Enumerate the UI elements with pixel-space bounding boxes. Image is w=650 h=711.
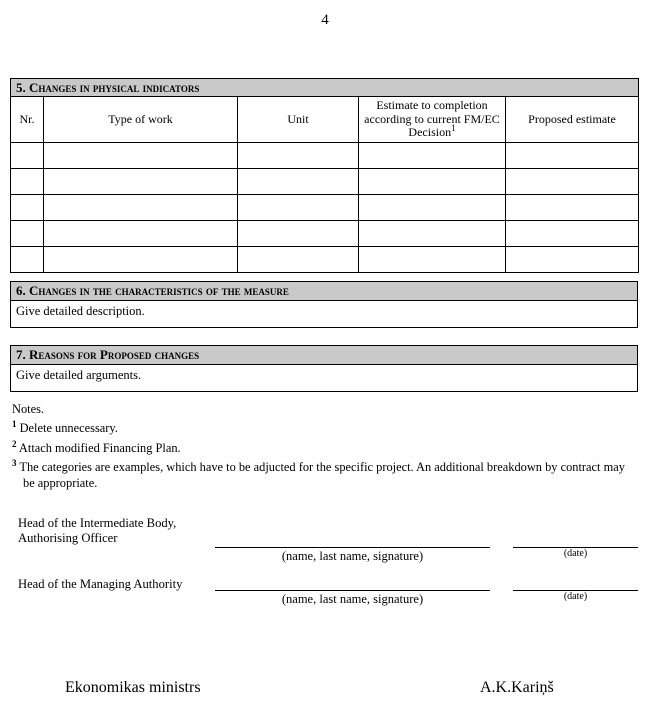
note-marker-3: 3 bbox=[12, 458, 17, 469]
table-row bbox=[11, 168, 639, 194]
signature-caption: (name, last name, signature) bbox=[281, 592, 424, 606]
table-cell[interactable] bbox=[359, 220, 506, 246]
table-cell[interactable] bbox=[44, 142, 238, 168]
note-marker-2: 2 bbox=[12, 438, 17, 449]
table-cell[interactable] bbox=[44, 168, 238, 194]
table-row bbox=[11, 194, 639, 220]
table-header-row bbox=[11, 97, 639, 143]
col-header-type-of-work: Type of work bbox=[44, 97, 238, 143]
table-cell[interactable] bbox=[506, 246, 639, 272]
table-cell[interactable] bbox=[11, 142, 44, 168]
note-text-1: Delete unnecessary. bbox=[19, 421, 118, 436]
signature-label-line2: Authorising Officer bbox=[18, 530, 118, 545]
date-caption: (date) bbox=[563, 548, 588, 559]
section6-body[interactable]: Give detailed description. bbox=[10, 301, 638, 328]
section5-header-row bbox=[11, 79, 639, 97]
notes-heading: Notes. bbox=[12, 402, 45, 416]
table-cell[interactable] bbox=[359, 142, 506, 168]
signature-label-intermediate-body bbox=[18, 516, 218, 545]
table-cell[interactable] bbox=[44, 194, 238, 220]
note-item-3 bbox=[12, 456, 632, 491]
minister-name: A.K.Kariņš bbox=[480, 679, 554, 696]
table-cell[interactable] bbox=[359, 246, 506, 272]
table-row bbox=[11, 246, 639, 272]
note-item-1 bbox=[12, 417, 632, 437]
table-cell[interactable] bbox=[44, 246, 238, 272]
minister-title: Ekonomikas ministrs bbox=[65, 679, 201, 696]
note-marker-1: 1 bbox=[12, 419, 17, 430]
col-header-nr: Nr. bbox=[11, 97, 44, 143]
signature-label-managing-authority bbox=[18, 577, 228, 592]
table-cell[interactable] bbox=[506, 142, 639, 168]
table-cell[interactable] bbox=[506, 168, 639, 194]
page-number: 4 bbox=[321, 12, 329, 28]
table-cell[interactable] bbox=[506, 194, 639, 220]
section7-body[interactable]: Give detailed arguments. bbox=[10, 365, 638, 392]
section6 bbox=[10, 281, 638, 328]
note-text-2: Attach modified Financing Plan. bbox=[18, 441, 181, 456]
note-item-2 bbox=[12, 437, 632, 457]
col-header-estimate-text: Estimate to completion according to current FM/EC Decision bbox=[364, 98, 500, 139]
section7-title: 7. Reasons for Proposed changes bbox=[10, 345, 638, 365]
section5-title: 5. Changes in physical indicators bbox=[11, 79, 639, 97]
physical-indicators-table bbox=[10, 78, 639, 273]
note-text-3: The categories are examples, which have to be adjucted for the specific project. An additional breakdown by contract may be appropriate. bbox=[19, 460, 625, 490]
signature-caption: (name, last name, signature) bbox=[281, 549, 424, 563]
table-cell[interactable] bbox=[359, 168, 506, 194]
table-cell[interactable] bbox=[11, 194, 44, 220]
date-caption: (date) bbox=[563, 591, 588, 602]
table-cell[interactable] bbox=[359, 194, 506, 220]
signature-label-line1: Head of the Intermediate Body, bbox=[18, 516, 177, 530]
section7 bbox=[10, 345, 638, 392]
table-row bbox=[11, 220, 639, 246]
col-header-unit: Unit bbox=[238, 97, 359, 143]
notes-block bbox=[12, 402, 632, 491]
table-cell[interactable] bbox=[44, 220, 238, 246]
col-header-estimate bbox=[359, 97, 506, 143]
table-cell[interactable] bbox=[238, 246, 359, 272]
table-cell[interactable] bbox=[238, 142, 359, 168]
table-row bbox=[11, 142, 639, 168]
signature-line[interactable] bbox=[215, 590, 490, 591]
table-cell[interactable] bbox=[11, 246, 44, 272]
table-cell[interactable] bbox=[238, 168, 359, 194]
signature-label-line1: Head of the Managing Authority bbox=[18, 577, 183, 591]
table-cell[interactable] bbox=[506, 220, 639, 246]
col-header-proposed-estimate: Proposed estimate bbox=[506, 97, 639, 143]
table-cell[interactable] bbox=[11, 220, 44, 246]
table-cell[interactable] bbox=[11, 168, 44, 194]
table-cell[interactable] bbox=[238, 194, 359, 220]
signature-line[interactable] bbox=[215, 547, 490, 548]
table-cell[interactable] bbox=[238, 220, 359, 246]
section6-title: 6. Changes in the characteristics of the measure bbox=[10, 281, 638, 301]
footnote-ref-1: 1 bbox=[451, 123, 456, 133]
